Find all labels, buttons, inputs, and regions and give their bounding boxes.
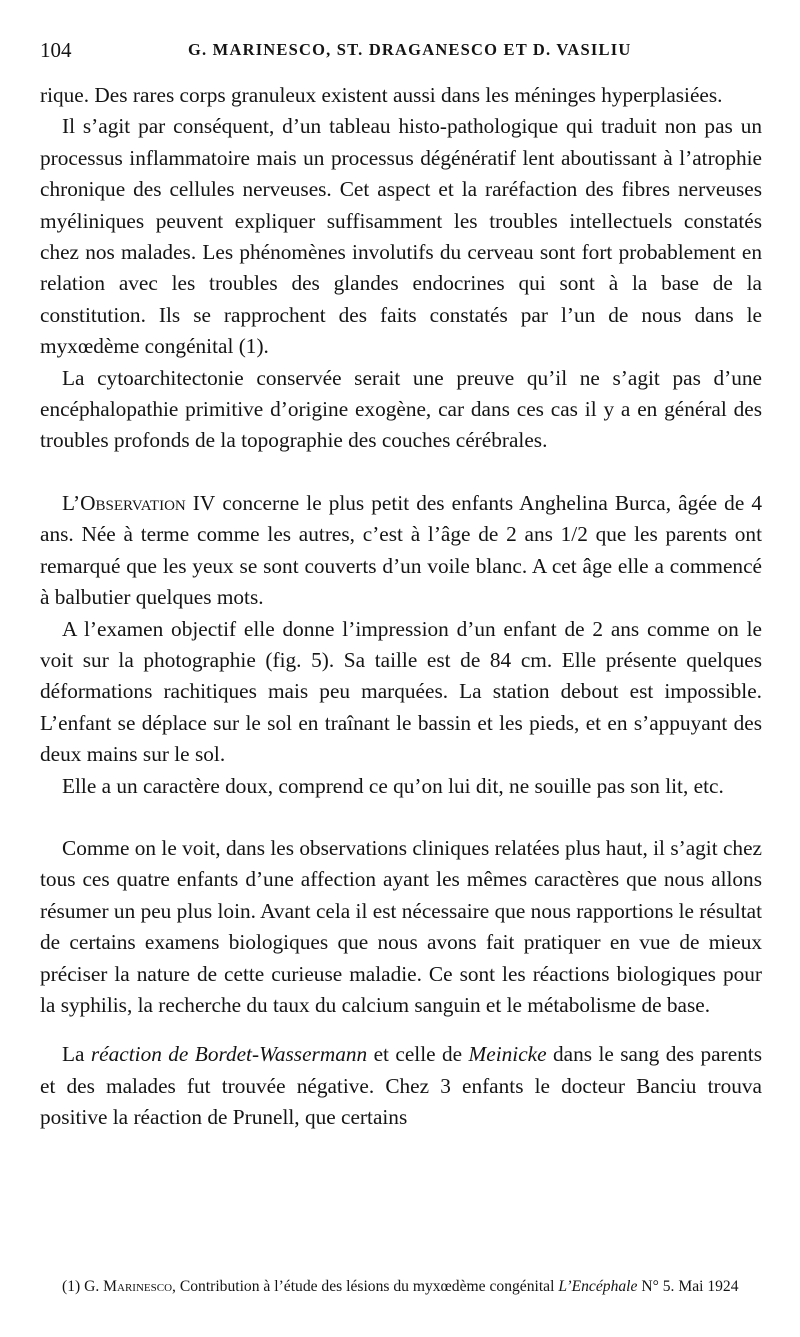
paragraph-2: Il s’agit par conséquent, d’un tableau histo-pathologique qui traduit non pas un processus inflammatoire mais un processus dégénératif lent aboutissant à l’atrophie chronique des cellules nerveuses. Cet aspect et la raréfaction des fibres nerveuses myéliniques peuvent expliquer suffisamment les troubles intellectuels constatés chez nos malades. Les phénomènes involutifs du cerveau sont fort probablement en relation avec les troubles des glandes endocrines qui sont à la base de la constitution. Ils se rapprochent des faits constatés par l’un de nous dans le myxœdème congénital (1). [40, 114, 762, 359]
footnote-author: Marinesco, [103, 1278, 176, 1295]
footnote-text: Contribution à l’étude des lésions du myxœdème congénital [175, 1278, 559, 1295]
reaction-text-3: dans le sang des parents et des malades fut trouvée négative. Chez 3 enfants le docteur Banciu trouva positive la réaction de Prunell, que certains [40, 1042, 762, 1130]
paragraph-3: La cytoarchitectonie conservée serait une preuve qu’il ne s’agit pas d’une encéphalopathie primitive d’origine exogène, car dans ces cas il y a en général des troubles profonds de la topographie des couches cérébrales. [40, 365, 762, 453]
reaction-text-1: La [62, 1042, 91, 1067]
paragraph-character: Elle a un caractère doux, comprend ce qu’on lui dit, ne souille pas son lit, etc. [62, 773, 724, 798]
reaction-meinicke: Meinicke [468, 1042, 547, 1067]
paragraph-exam: A l’examen objectif elle donne l’impression d’un enfant de 2 ans comme on le voit sur la photographie (fig. 5). Sa taille est de 84 cm. Elle présente quelques déformations rachitiques mais peu marquées. La station debout est impossible. L’enfant se déplace sur le sol en traînant le bassin et les pieds, et en s’appuyant des deux mains sur le sol. [40, 616, 762, 767]
reaction-text-2: et celle de [367, 1042, 469, 1067]
observation-lead: L’Observation IV [62, 490, 216, 515]
observation-text: concerne le plus petit des enfants Anghelina Burca, âgée de 4 ans. Née à terme comme les autres, c’est à l’âge de 2 ans 1/2 que les parents ont remarqué que les yeux se sont couverts d’un voile blanc. A cet âge elle a commencé à balbutier quelques mots. [40, 490, 762, 610]
footnote-issue: N° 5. Mai 1924 [637, 1278, 739, 1295]
paragraph-summary: Comme on le voit, dans les observations cliniques relatées plus haut, il s’agit chez tous ces quatre enfants d’une affection ayant les mêmes caractères que nous allons résumer un peu plus loin. Avant cela il est nécessaire que nous rapportions le résultat de certains examens biologiques que nous avons fait pratiquer en vue de mieux préciser la nature de cette curieuse maladie. Ce sont les réactions biologiques pour la syphilis, la recherche du taux du calcium sanguin et le métabolisme de base. [40, 835, 762, 1017]
paragraph-1: rique. Des rares corps granuleux existent aussi dans les méninges hyperplasiées. [40, 83, 723, 107]
reaction-bordet-wassermann: réaction de Bordet-Wassermann [90, 1042, 368, 1067]
paragraph-reaction [40, 1039, 762, 1133]
page-header [40, 28, 762, 68]
page-number: 104 [40, 38, 72, 62]
body-text [40, 80, 762, 1134]
running-head: G. MARINESCO, ST. DRAGANESCO ET D. VASILIU [188, 40, 632, 59]
footnote-marker: (1) G. [62, 1278, 104, 1295]
footnote [40, 1276, 762, 1298]
footnote-journal: L’Encéphale [558, 1278, 638, 1295]
paragraph-observation [40, 488, 762, 614]
